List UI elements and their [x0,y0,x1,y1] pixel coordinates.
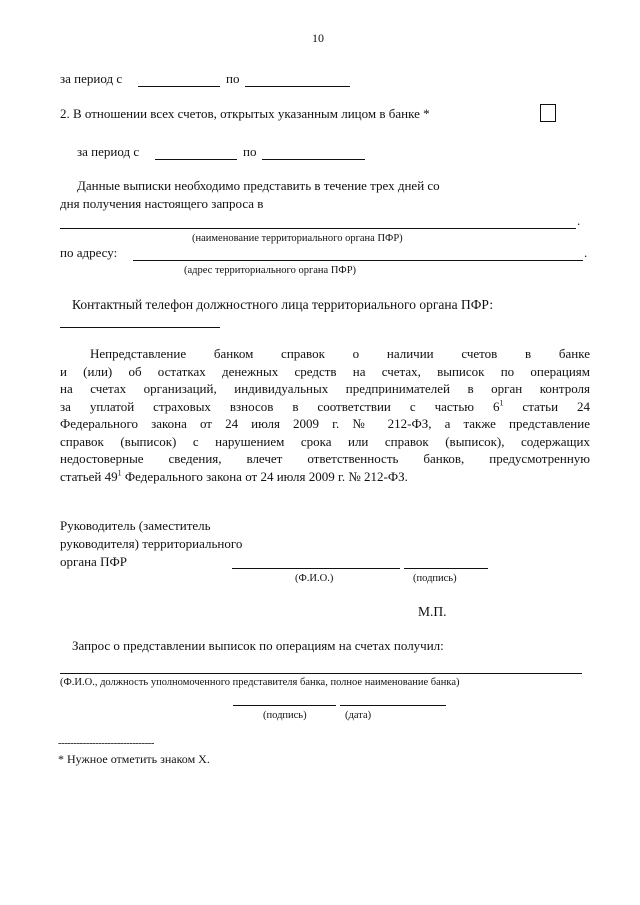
contact-phone-text: Контактный телефон должностного лица территориального органа ПФР: [72,297,494,312]
notice-sup-1: 1 [499,398,504,408]
address-field[interactable] [133,260,583,261]
item2-text: 2. В отношении всех счетов, открытых указанным лицом в банке * [60,106,430,121]
head-line1: Руководитель (заместитель [60,518,211,533]
item2-checkbox[interactable] [540,104,556,122]
receipt-representative-caption: (Ф.И.О., должность уполномоченного представителя банка, полное наименование банка) [60,677,460,688]
notice-line-4: за уплатой страховых взносов в соответствии с частью $6^1$ статьи 24 [60,398,590,414]
deadline-line1: Данные выписки необходимо представить в течение трех дней со [77,178,440,193]
notice-line-1: Непредставление банком справок о наличии счетов в банке [90,346,590,361]
notice-line-3: на счетах организаций, индивидуальных предпринимателей в орган контроля [60,381,590,396]
pfr-organ-name-caption: (наименование территориального органа ПФР) [192,233,403,244]
contact-phone-field[interactable] [60,327,220,328]
receipt-representative-field[interactable] [60,673,582,674]
head-line3: органа ПФР [60,554,127,569]
deadline-dot: . [577,213,581,228]
notice-paragraph [60,345,590,485]
period-to-label: по [226,71,240,86]
head-fio-field[interactable] [232,568,400,569]
period2-from-field[interactable] [155,159,237,160]
receipt-date-field[interactable] [340,705,446,706]
notice-line-5: Федерального закона от 24 июля 2009 г. № 212-ФЗ, а также представление [60,416,590,431]
head-line2: руководителя) территориального [60,536,243,551]
receipt-text: Запрос о представлении выписок по операциям на счетах получил: [72,638,444,653]
notice-sup-2: 1 [117,468,122,478]
head-fio-caption: (Ф.И.О.) [295,573,334,584]
receipt-sign-caption: (подпись) [263,710,307,721]
footnote-text: * Нужное отметить знаком Х. [58,752,210,766]
notice-line-7: недостоверные сведения, влечет ответственность банков, предусмотренную [60,451,590,466]
address-caption: (адрес территориального органа ПФР) [184,265,357,276]
period2-from-label: за период с [77,144,140,159]
address-dot: . [584,245,588,260]
period-from-field[interactable] [138,86,220,87]
notice-line-8: статьей $49^1$ Федерального закона от 24 июля 2009 г. № 212-ФЗ. [60,468,408,484]
address-label: по адресу: [60,245,118,260]
pfr-organ-name-field[interactable] [60,228,576,229]
stamp-label: М.П. [418,604,447,619]
period2-to-field[interactable] [262,159,365,160]
notice-line-2: и (или) об остатках денежных средств на счетах, выписок по операциям [60,363,590,379]
page-number: 10 [312,31,324,45]
period2-to-label: по [243,144,257,159]
deadline-line2: дня получения настоящего запроса в [60,196,264,211]
footnote-separator: ------------------------------- [58,738,154,749]
head-sign-caption: (подпись) [413,573,457,584]
notice-line-6: справок (выписок) с нарушением срока или справок (выписок), содержащих [60,433,590,449]
head-sign-field[interactable] [404,568,488,569]
receipt-sign-field[interactable] [233,705,336,706]
period-to-field[interactable] [245,86,350,87]
period-from-label: за период с [60,71,123,86]
receipt-date-caption: (дата) [345,710,372,721]
